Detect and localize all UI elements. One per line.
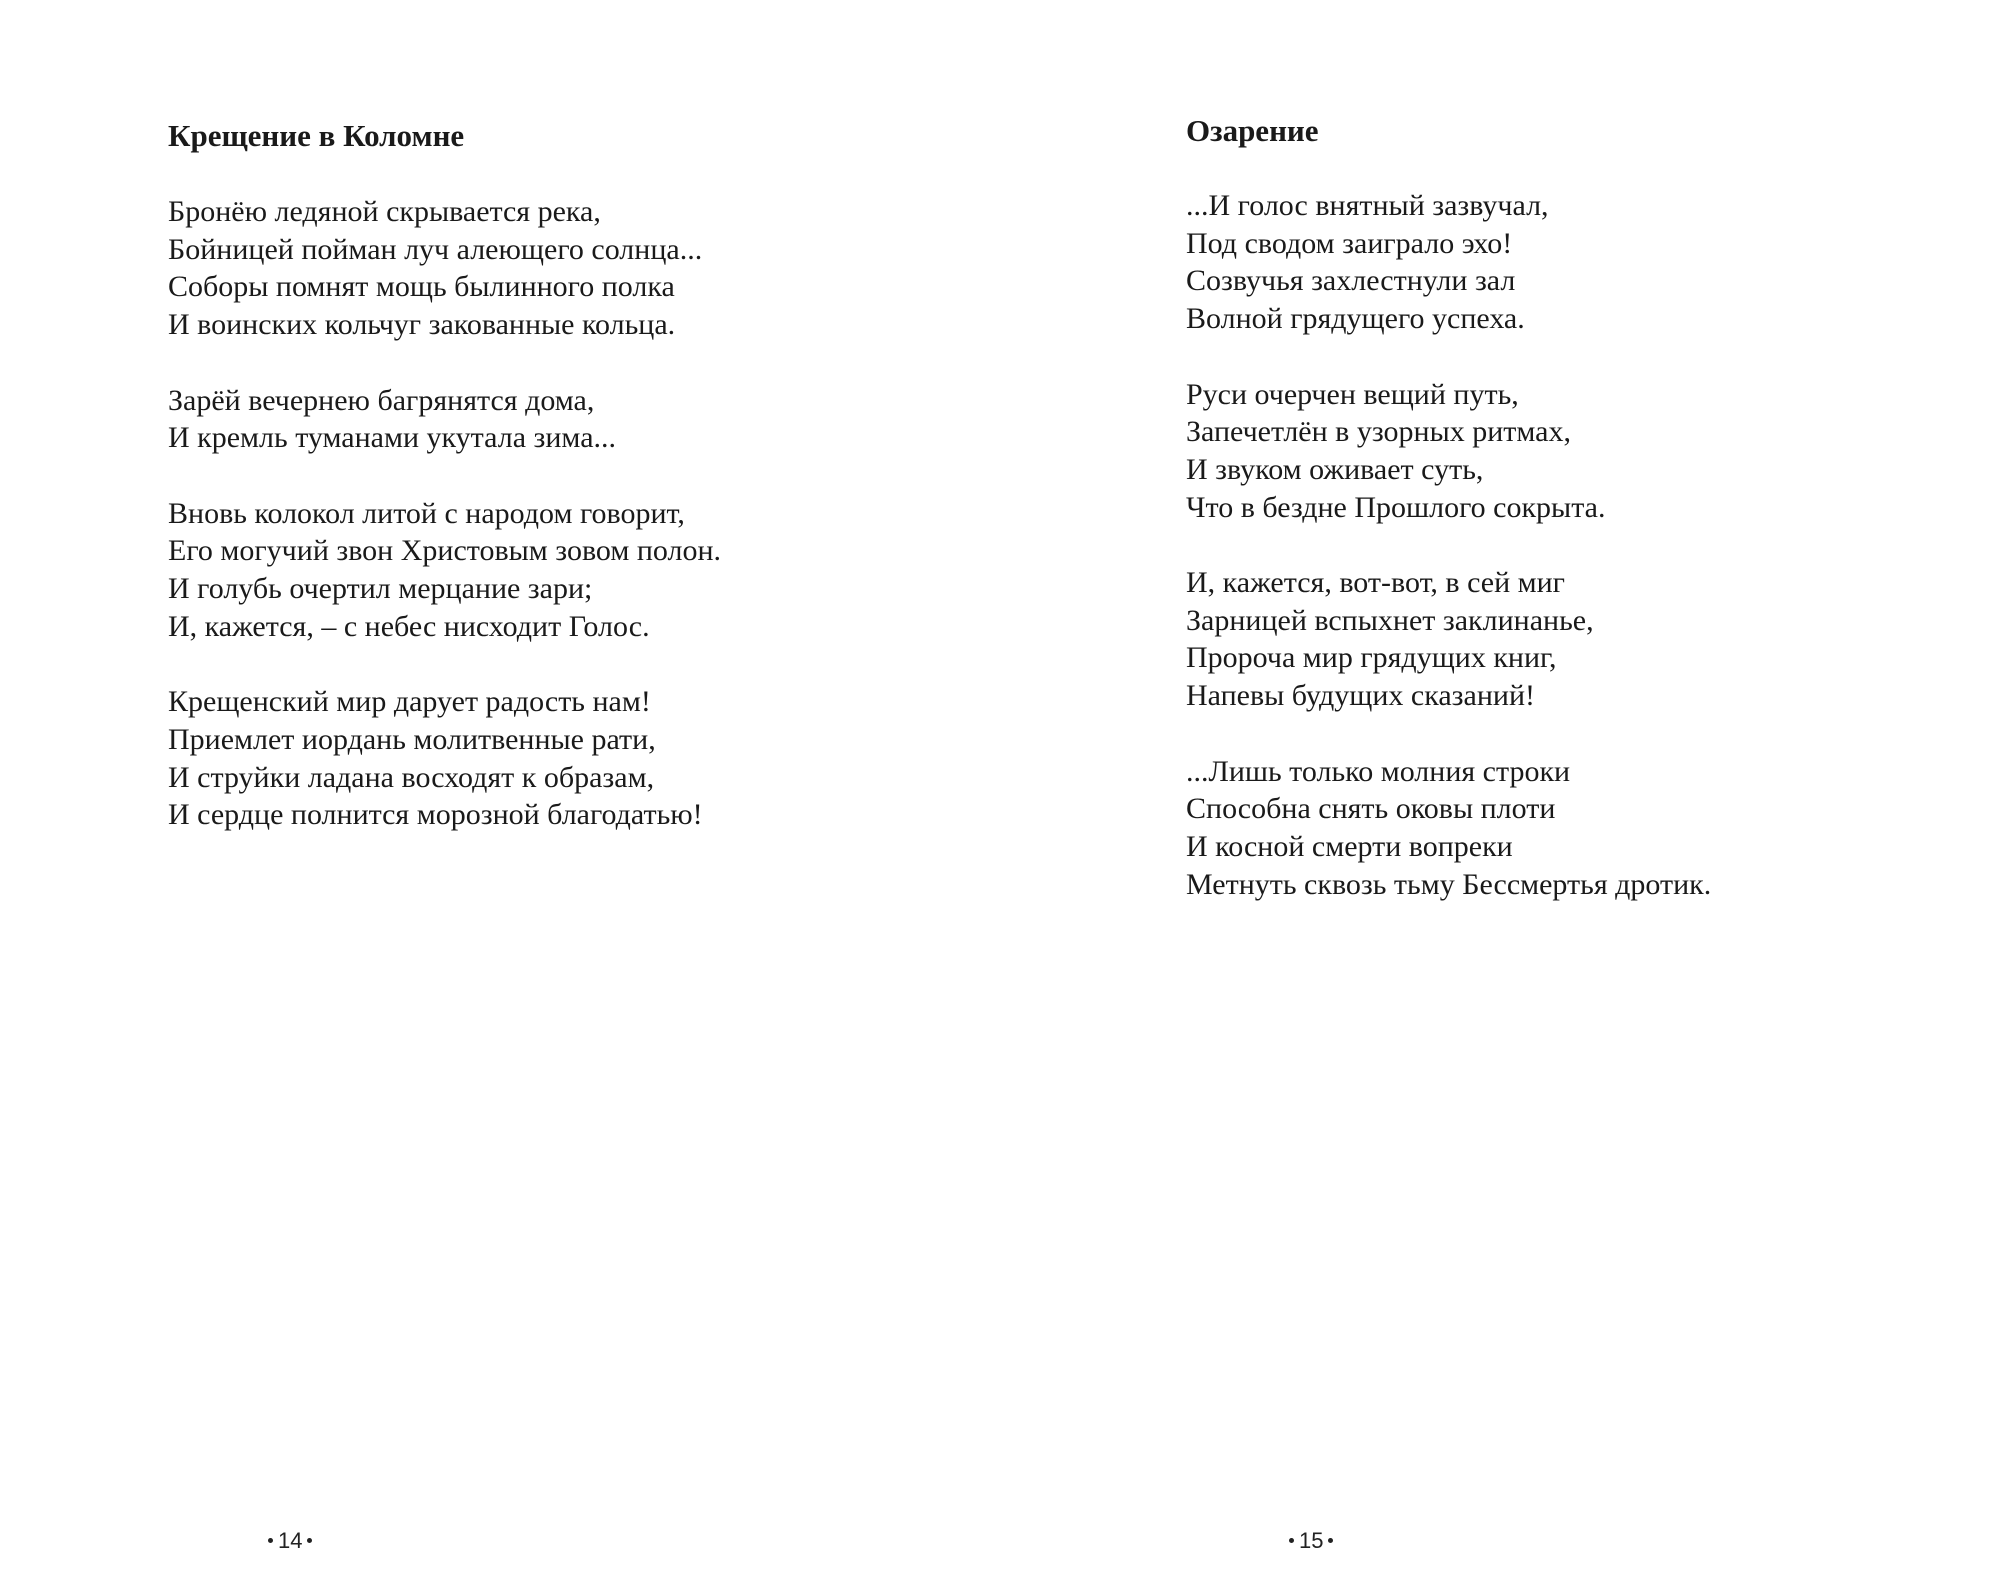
verse-line: Запечетлён в узорных ритмах,	[1186, 415, 1571, 449]
bullet-icon	[1289, 1538, 1294, 1543]
verse-line: И кремль туманами укутала зима...	[168, 421, 617, 455]
verse-line: Приемлет иордань молитвенные рати,	[168, 722, 656, 756]
verse-line: Зарёй вечернею багрянятся дома,	[168, 383, 595, 417]
page-number-value: 14	[278, 1528, 303, 1553]
verse-line: Бронёю ледяной скрывается река,	[168, 195, 601, 228]
verse-line: Зарницей вспыхнет заклинанье,	[1186, 603, 1594, 637]
bullet-icon	[268, 1538, 273, 1543]
stanza	[168, 382, 721, 457]
verse-line: Что в бездне Прошлого сокрыта.	[1186, 490, 1606, 524]
bullet-icon	[307, 1538, 312, 1543]
verse-line: Созвучья захлестнули зал	[1186, 264, 1516, 298]
verse-line: И струйки ладана восходят к образам,	[168, 760, 655, 794]
stanza	[1186, 753, 1711, 904]
stanza	[1186, 564, 1711, 715]
stanza	[1186, 187, 1711, 338]
page-number	[263, 1527, 317, 1555]
verse-line: И сердце полнится морозной благодатью!	[168, 798, 703, 832]
stanza	[168, 683, 721, 834]
verse-line: И, кажется, – с небес нисходит Голос.	[168, 609, 650, 643]
verse-line: Напевы будущих сказаний!	[1186, 679, 1535, 713]
right-page	[1000, 0, 2000, 1595]
stanza	[168, 193, 721, 344]
verse-line: ...И голос внятный зазвучал,	[1186, 189, 1549, 222]
stanza	[1186, 376, 1711, 527]
verse-line: И косной смерти вопреки	[1186, 829, 1513, 863]
verse-line: И голубь очертил мерцание зари;	[168, 572, 593, 605]
poem-title: Крещение в Коломне	[168, 118, 465, 153]
verse-line: Метнуть сквозь тьму Бессмертья дротик.	[1186, 867, 1712, 901]
bullet-icon	[1328, 1538, 1333, 1543]
verse-line: Волной грядущего успеха.	[1186, 302, 1525, 336]
verse-line: Его могучий звон Христовым зовом полон.	[168, 534, 722, 568]
verse-line: Способна снять оковы плоти	[1186, 792, 1556, 826]
verse-line: Бойницей пойман луч алеющего солнца...	[168, 232, 703, 266]
verse-line: И, кажется, вот-вот, в сей миг	[1186, 566, 1565, 599]
verse-line: Крещенский мир дарует радость нам!	[168, 685, 651, 719]
stanza	[168, 495, 721, 646]
page-number	[1284, 1527, 1338, 1555]
verse-line: И воинских кольчуг закованные кольца.	[168, 308, 676, 342]
verse-line: И звуком оживает суть,	[1186, 452, 1484, 486]
poem-body	[1186, 187, 1711, 941]
poem-body	[168, 193, 721, 872]
verse-line: Руси очерчен вещий путь,	[1186, 377, 1519, 411]
poem-title: Озарение	[1186, 113, 1319, 148]
page-number-value: 15	[1299, 1528, 1324, 1553]
verse-line: Пророча мир грядущих книг,	[1186, 641, 1557, 675]
verse-line: Под сводом заиграло эхо!	[1186, 226, 1513, 260]
verse-line: Вновь колокол литой с народом говорит,	[168, 496, 685, 530]
verse-line: Соборы помнят мощь былинного полка	[168, 270, 675, 304]
verse-line: ...Лишь только молния строки	[1186, 754, 1571, 788]
